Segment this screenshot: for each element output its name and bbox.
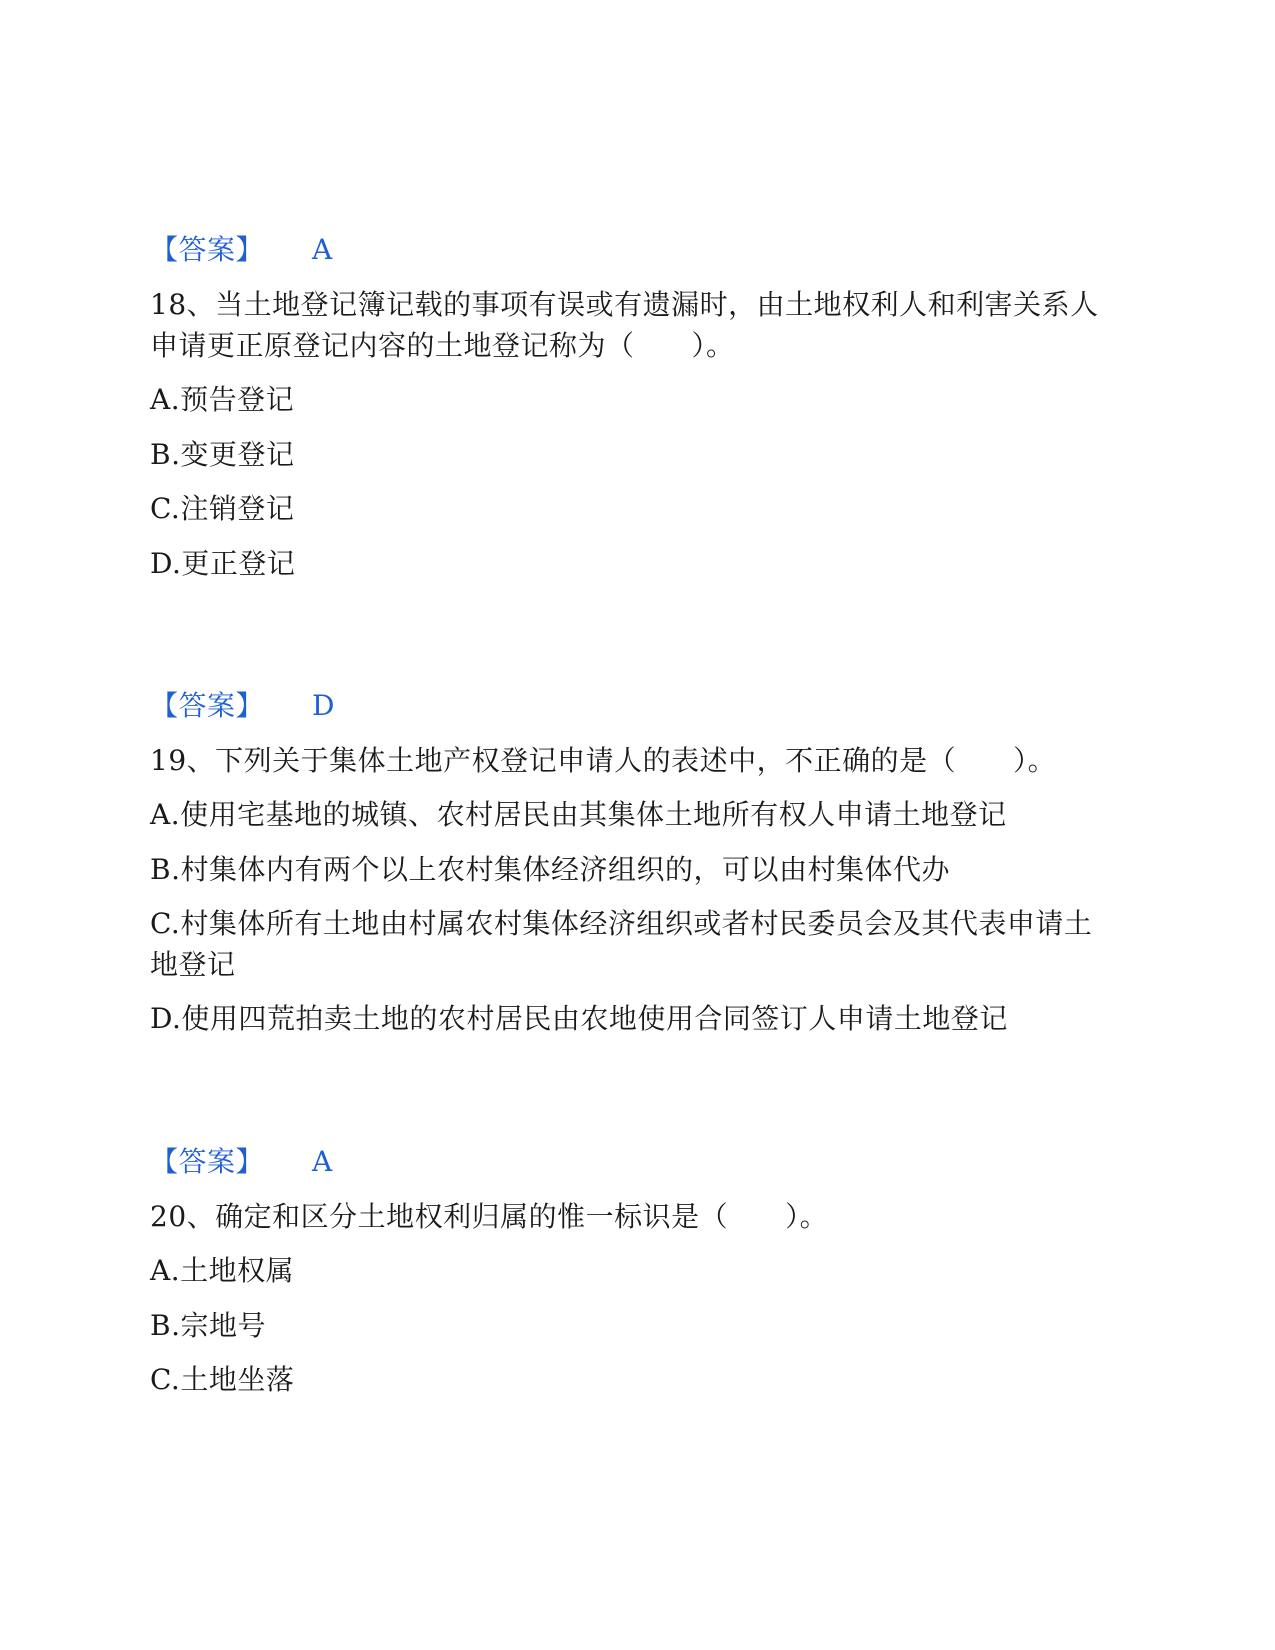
answer-value: A xyxy=(312,233,333,266)
question-18-option-d: D.更正登记 xyxy=(150,547,296,580)
answer-line xyxy=(150,233,333,267)
question-18-option-c: C.注销登记 xyxy=(150,492,295,525)
question-19-option-a: A.使用宅基地的城镇、农村居民由其集体土地所有权人申请土地登记 xyxy=(150,798,1007,831)
question-18-line-1: 18、当土地登记簿记载的事项有误或有遗漏时，由土地权利人和利害关系人 xyxy=(150,288,1099,321)
answer-value: A xyxy=(312,1145,333,1178)
answer-value: D xyxy=(312,689,335,722)
question-18-line-2: 申请更正原登记内容的土地登记称为（ ）。 xyxy=(150,329,735,362)
answer-label: 【答案】 xyxy=(150,233,265,266)
question-19-line-1: 19、下列关于集体土地产权登记申请人的表述中，不正确的是（ ）。 xyxy=(150,744,1057,777)
question-19-option-c-line-2: 地登记 xyxy=(150,948,236,981)
answer-line xyxy=(150,1145,333,1179)
question-19-option-c-line-1: C.村集体所有土地由村属农村集体经济组织或者村民委员会及其代表申请土 xyxy=(150,907,1093,940)
question-20-option-a: A.土地权属 xyxy=(150,1254,295,1287)
question-18-option-b: B.变更登记 xyxy=(150,438,295,471)
question-19-option-d: D.使用四荒拍卖土地的农村居民由农地使用合同签订人申请土地登记 xyxy=(150,1002,1008,1035)
answer-label: 【答案】 xyxy=(150,1145,265,1178)
question-20-option-b: B.宗地号 xyxy=(150,1309,266,1342)
question-20-option-c: C.土地坐落 xyxy=(150,1363,295,1396)
question-18-option-a: A.预告登记 xyxy=(150,383,295,416)
answer-line xyxy=(150,689,335,723)
answer-label: 【答案】 xyxy=(150,689,265,722)
question-20-line-1: 20、确定和区分土地权利归属的惟一标识是（ ）。 xyxy=(150,1200,829,1233)
question-19-option-b: B.村集体内有两个以上农村集体经济组织的，可以由村集体代办 xyxy=(150,853,950,886)
